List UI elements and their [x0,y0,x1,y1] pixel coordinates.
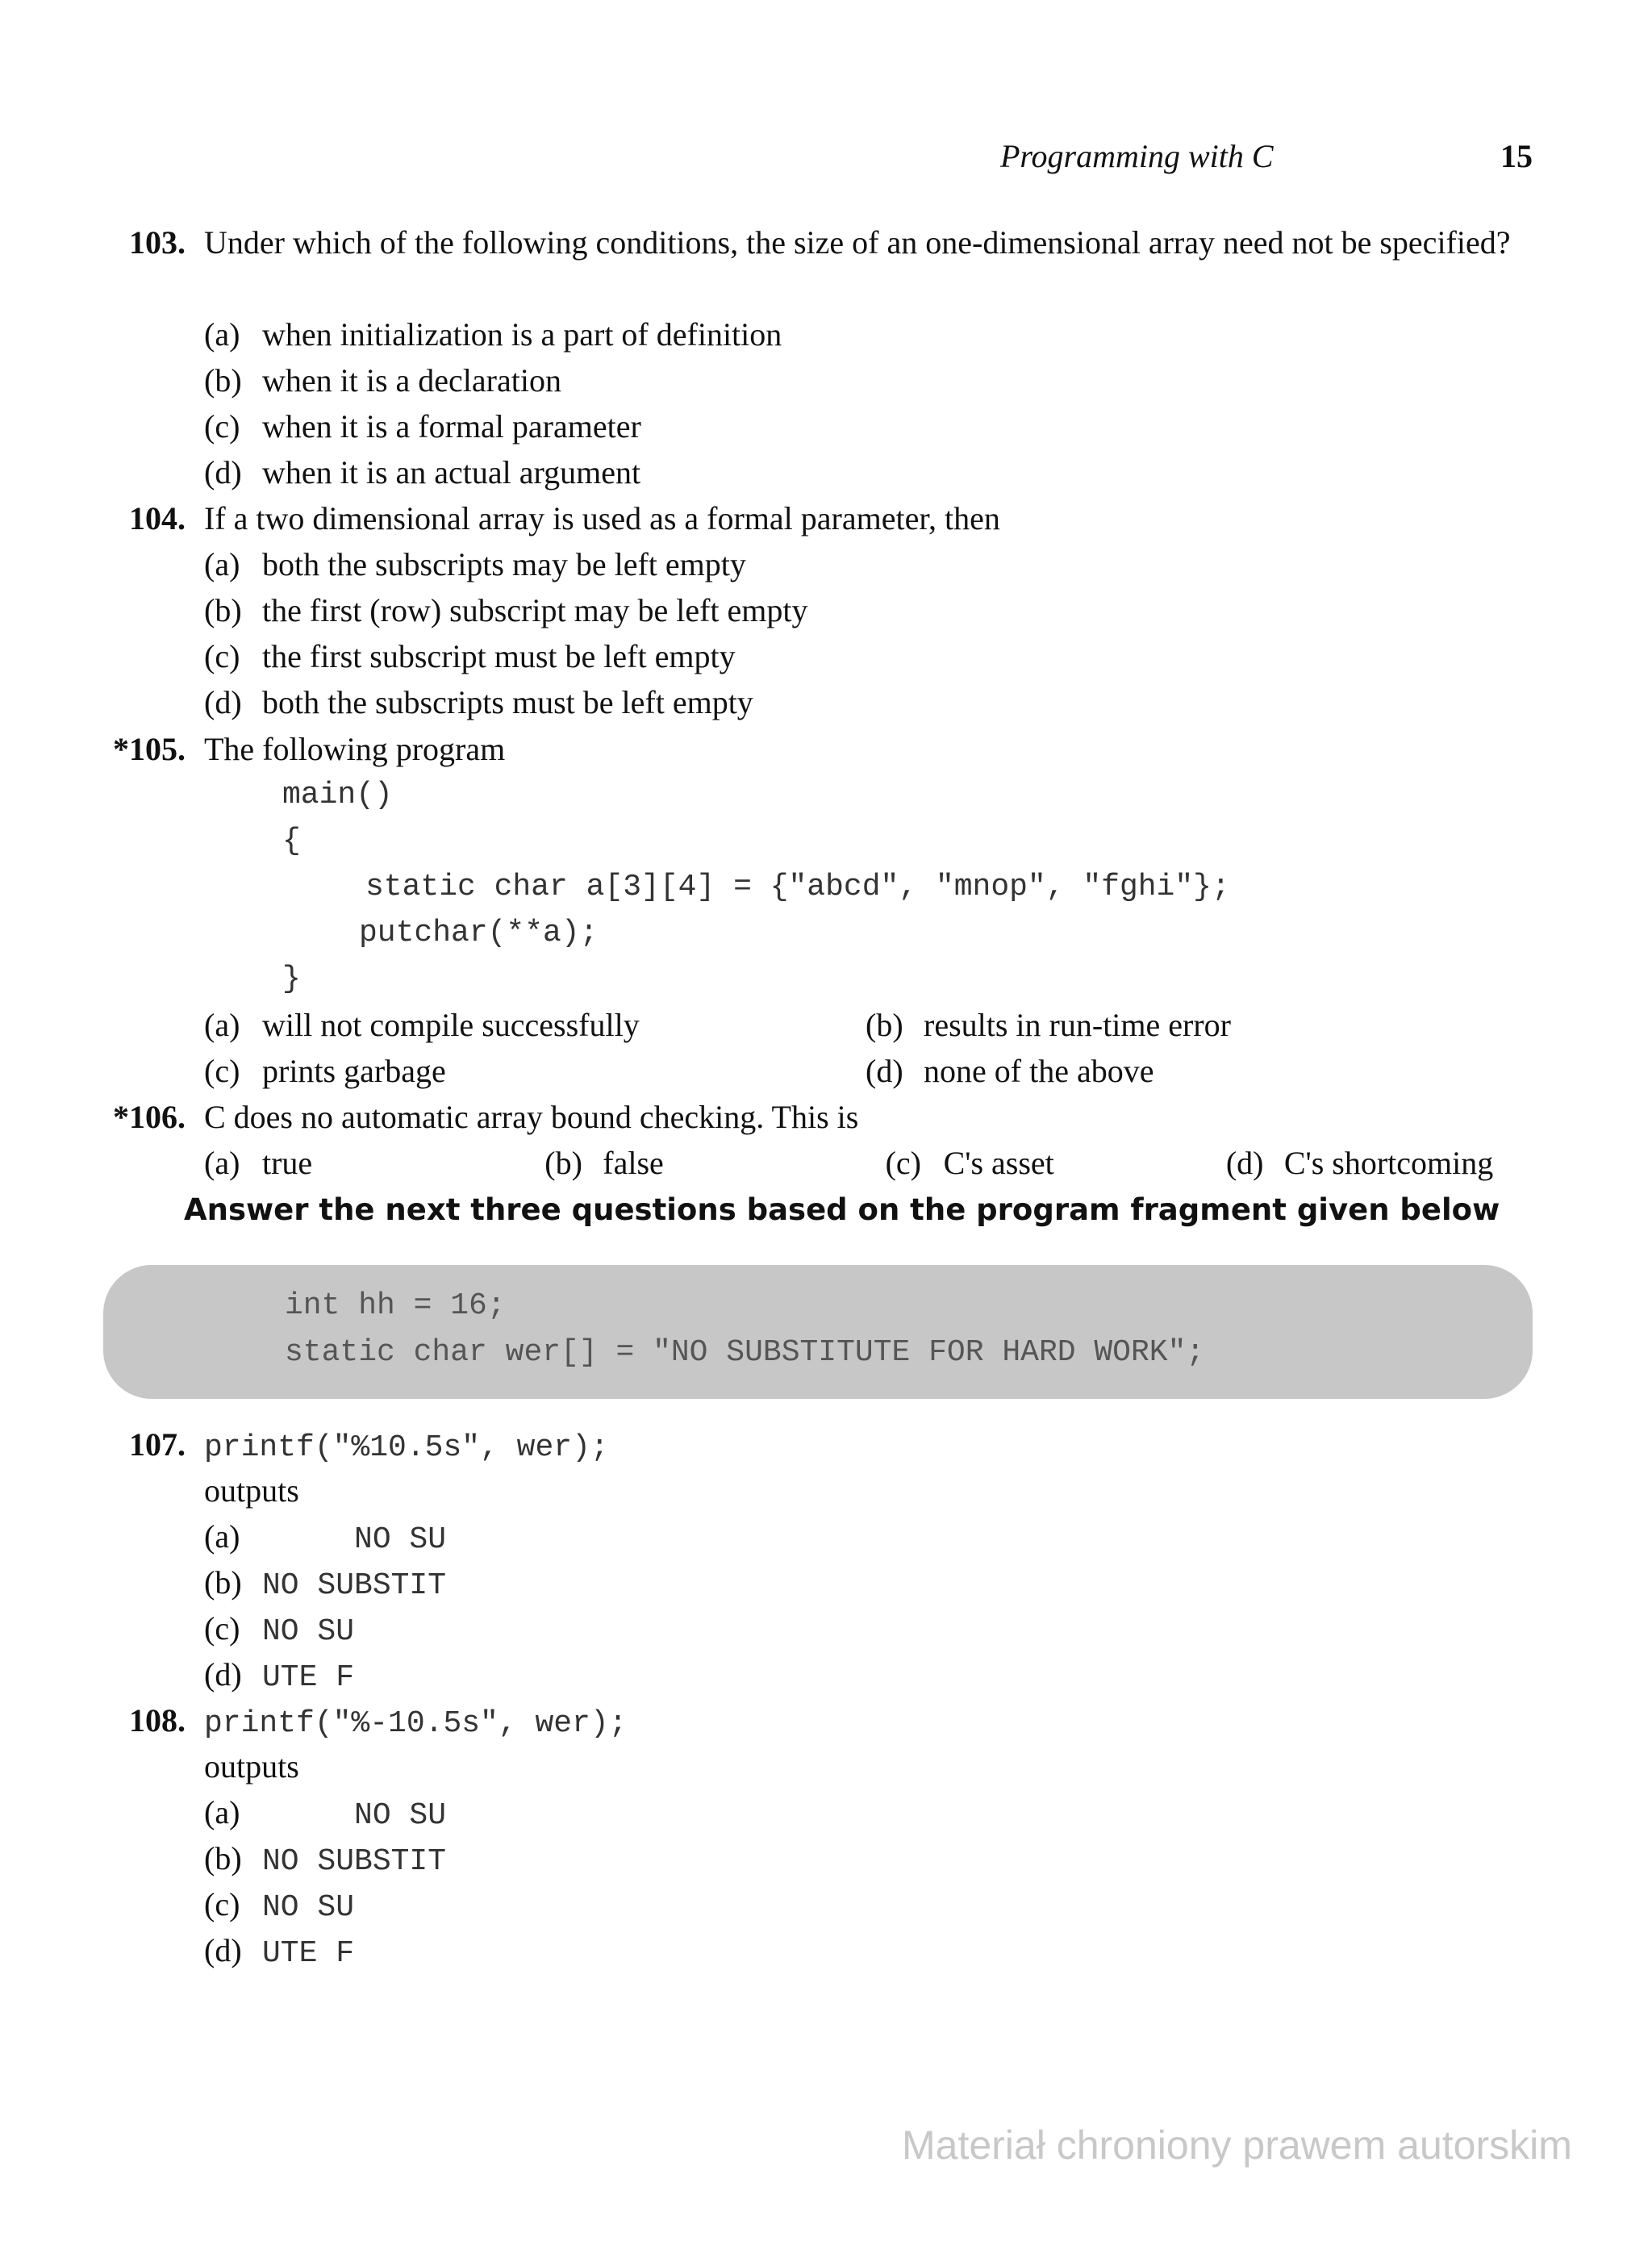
option-b: (b) the first (row) subscript may be left empty [204,592,808,628]
question-number: *105. [113,731,186,767]
option-d: (d) UTE F [204,1932,355,1971]
option-c: (c) when it is a formal parameter [204,408,641,445]
copyright-watermark: Materiał chroniony prawem autorskim [902,2123,1572,2168]
code-line: static char a[3][4] = {"abcd", "mnop", "fghi"}; [365,870,1230,904]
option-c: (c) NO SU [204,1886,355,1925]
page-number: 15 [1500,138,1533,174]
option-d: (d) none of the above [866,1053,1154,1089]
option-a: (a) true [204,1145,313,1181]
question-text: Under which of the following conditions, the size of an one-dimensional array need not be specified? [204,224,1511,261]
options-list [204,1002,1527,1094]
question-code: printf("%10.5s", wer); [204,1430,609,1465]
code-line: int hh = 16; [285,1288,506,1323]
program-fragment-box [103,1265,1533,1399]
running-header [1000,137,1533,186]
option-a: (a) when initialization is a part of definition [204,316,782,353]
option-b: (b) NO SUBSTIT [204,1564,447,1603]
code-line: { [282,824,301,858]
options-list [204,1513,1527,1697]
option-a: (a) NO SU [204,1518,447,1557]
option-c: (c) the first subscript must be left empty [204,638,736,674]
options-list [204,541,1527,725]
question-text: outputs [204,1748,299,1785]
option-c: (c) NO SU [204,1610,355,1649]
option-b: (b) NO SUBSTIT [204,1840,447,1879]
option-d: (d) when it is an actual argument [204,454,641,490]
question-number: 107. [129,1426,186,1463]
question-number: 104. [129,500,186,536]
question-number: 103. [129,224,186,261]
code-line: } [282,962,301,996]
option-a: (a) will not compile successfully [204,1007,640,1043]
option-c: (c) C's asset [885,1145,1054,1181]
question-text: The following program [204,731,506,767]
options-list [204,1140,1527,1186]
option-b: (b) when it is a declaration [204,362,561,399]
question-text: C does no automatic array bound checking. This is [204,1099,859,1135]
option-c: (c) prints garbage [204,1053,446,1089]
code-line: main() [282,778,393,812]
option-b: (b) false [544,1145,664,1181]
option-a: (a) NO SU [204,1794,447,1833]
code-line: static char wer[] = "NO SUBSTITUTE FOR HARD WORK"; [285,1335,1205,1370]
question-number: 108. [129,1702,186,1739]
options-list [204,311,1527,495]
code-line: putchar(**a); [359,916,599,950]
option-a: (a) both the subscripts may be left empty [204,546,746,582]
option-d: (d) UTE F [204,1656,355,1695]
question-text: If a two dimensional array is used as a formal parameter, then [204,500,1000,536]
options-list [204,1789,1527,1973]
header-title: Programming with C [1000,138,1274,174]
option-d: (d) both the subscripts must be left empty [204,684,753,720]
option-b: (b) results in run-time error [866,1007,1231,1043]
question-number: *106. [113,1099,186,1135]
question-text: outputs [204,1472,299,1509]
option-d: (d) C's shortcoming [1225,1145,1494,1181]
question-code: printf("%-10.5s", wer); [204,1706,628,1741]
section-instruction: Answer the next three questions based on the program fragment given below [184,1192,1500,1227]
